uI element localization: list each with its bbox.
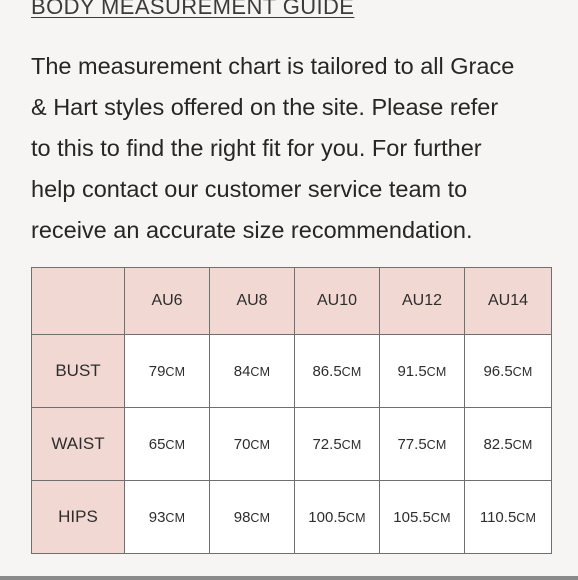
row-label-bust: BUST <box>32 335 125 408</box>
measurement-cell <box>465 481 552 554</box>
cell-unit: CM <box>250 510 271 525</box>
column-header-au10: AU10 <box>295 268 380 335</box>
cell-value: 65 <box>148 435 166 453</box>
cell-value: 98 <box>233 508 251 526</box>
cell-unit: CM <box>426 437 447 452</box>
measurement-cell <box>295 481 380 554</box>
cell-value: 79 <box>148 362 166 380</box>
measurement-cell <box>210 335 295 408</box>
table-header-row <box>32 268 552 335</box>
cell-value: 93 <box>148 508 166 526</box>
cell-value: 91.5 <box>397 362 427 380</box>
corner-cell <box>32 268 125 335</box>
cell-value: 84 <box>233 362 251 380</box>
cell-value: 82.5 <box>483 435 513 453</box>
cell-value: 110.5 <box>479 508 517 526</box>
measurement-cell <box>295 408 380 481</box>
cell-unit: CM <box>516 510 537 525</box>
measurement-cell <box>125 481 210 554</box>
size-chart-table <box>31 267 552 554</box>
measurement-cell <box>295 335 380 408</box>
cell-value: 86.5 <box>312 362 342 380</box>
cell-unit: CM <box>426 364 447 379</box>
intro-paragraph <box>31 46 561 251</box>
column-header-au6: AU6 <box>125 268 210 335</box>
cell-unit: CM <box>165 510 186 525</box>
row-label-hips: HIPS <box>32 481 125 554</box>
cell-value: 96.5 <box>483 362 513 380</box>
table-row <box>32 335 552 408</box>
measurement-cell <box>380 408 465 481</box>
column-header-au14: AU14 <box>465 268 552 335</box>
bottom-divider <box>0 576 578 580</box>
measurement-cell <box>380 335 465 408</box>
guide-title[interactable]: BODY MEASUREMENT GUIDE <box>31 0 355 19</box>
table-row <box>32 408 552 481</box>
table-row <box>32 481 552 554</box>
measurement-cell <box>380 481 465 554</box>
cell-value: 77.5 <box>397 435 427 453</box>
cell-unit: CM <box>165 364 186 379</box>
measurement-cell <box>465 335 552 408</box>
measurement-cell <box>465 408 552 481</box>
cell-unit: CM <box>430 510 451 525</box>
measurement-cell <box>210 408 295 481</box>
measurement-cell <box>125 408 210 481</box>
intro-line: receive an accurate size recommendation. <box>31 217 473 243</box>
column-header-au8: AU8 <box>210 268 295 335</box>
intro-line: help contact our customer service team to <box>31 176 468 202</box>
cell-unit: CM <box>250 364 271 379</box>
cell-value: 72.5 <box>312 435 342 453</box>
cell-unit: CM <box>512 364 533 379</box>
row-label-waist: WAIST <box>32 408 125 481</box>
column-header-au12: AU12 <box>380 268 465 335</box>
cell-unit: CM <box>345 510 366 525</box>
intro-line: & Hart styles offered on the site. Please refer <box>31 94 499 120</box>
cell-value: 100.5 <box>308 508 346 526</box>
cell-unit: CM <box>165 437 186 452</box>
intro-line: to this to find the right fit for you. For further <box>31 135 482 161</box>
cell-unit: CM <box>250 437 271 452</box>
cell-unit: CM <box>512 437 533 452</box>
cell-unit: CM <box>341 364 362 379</box>
intro-line: The measurement chart is tailored to all Grace <box>31 53 515 79</box>
measurement-cell <box>125 335 210 408</box>
cell-value: 105.5 <box>393 508 431 526</box>
measurement-cell <box>210 481 295 554</box>
cell-value: 70 <box>233 435 251 453</box>
cell-unit: CM <box>341 437 362 452</box>
